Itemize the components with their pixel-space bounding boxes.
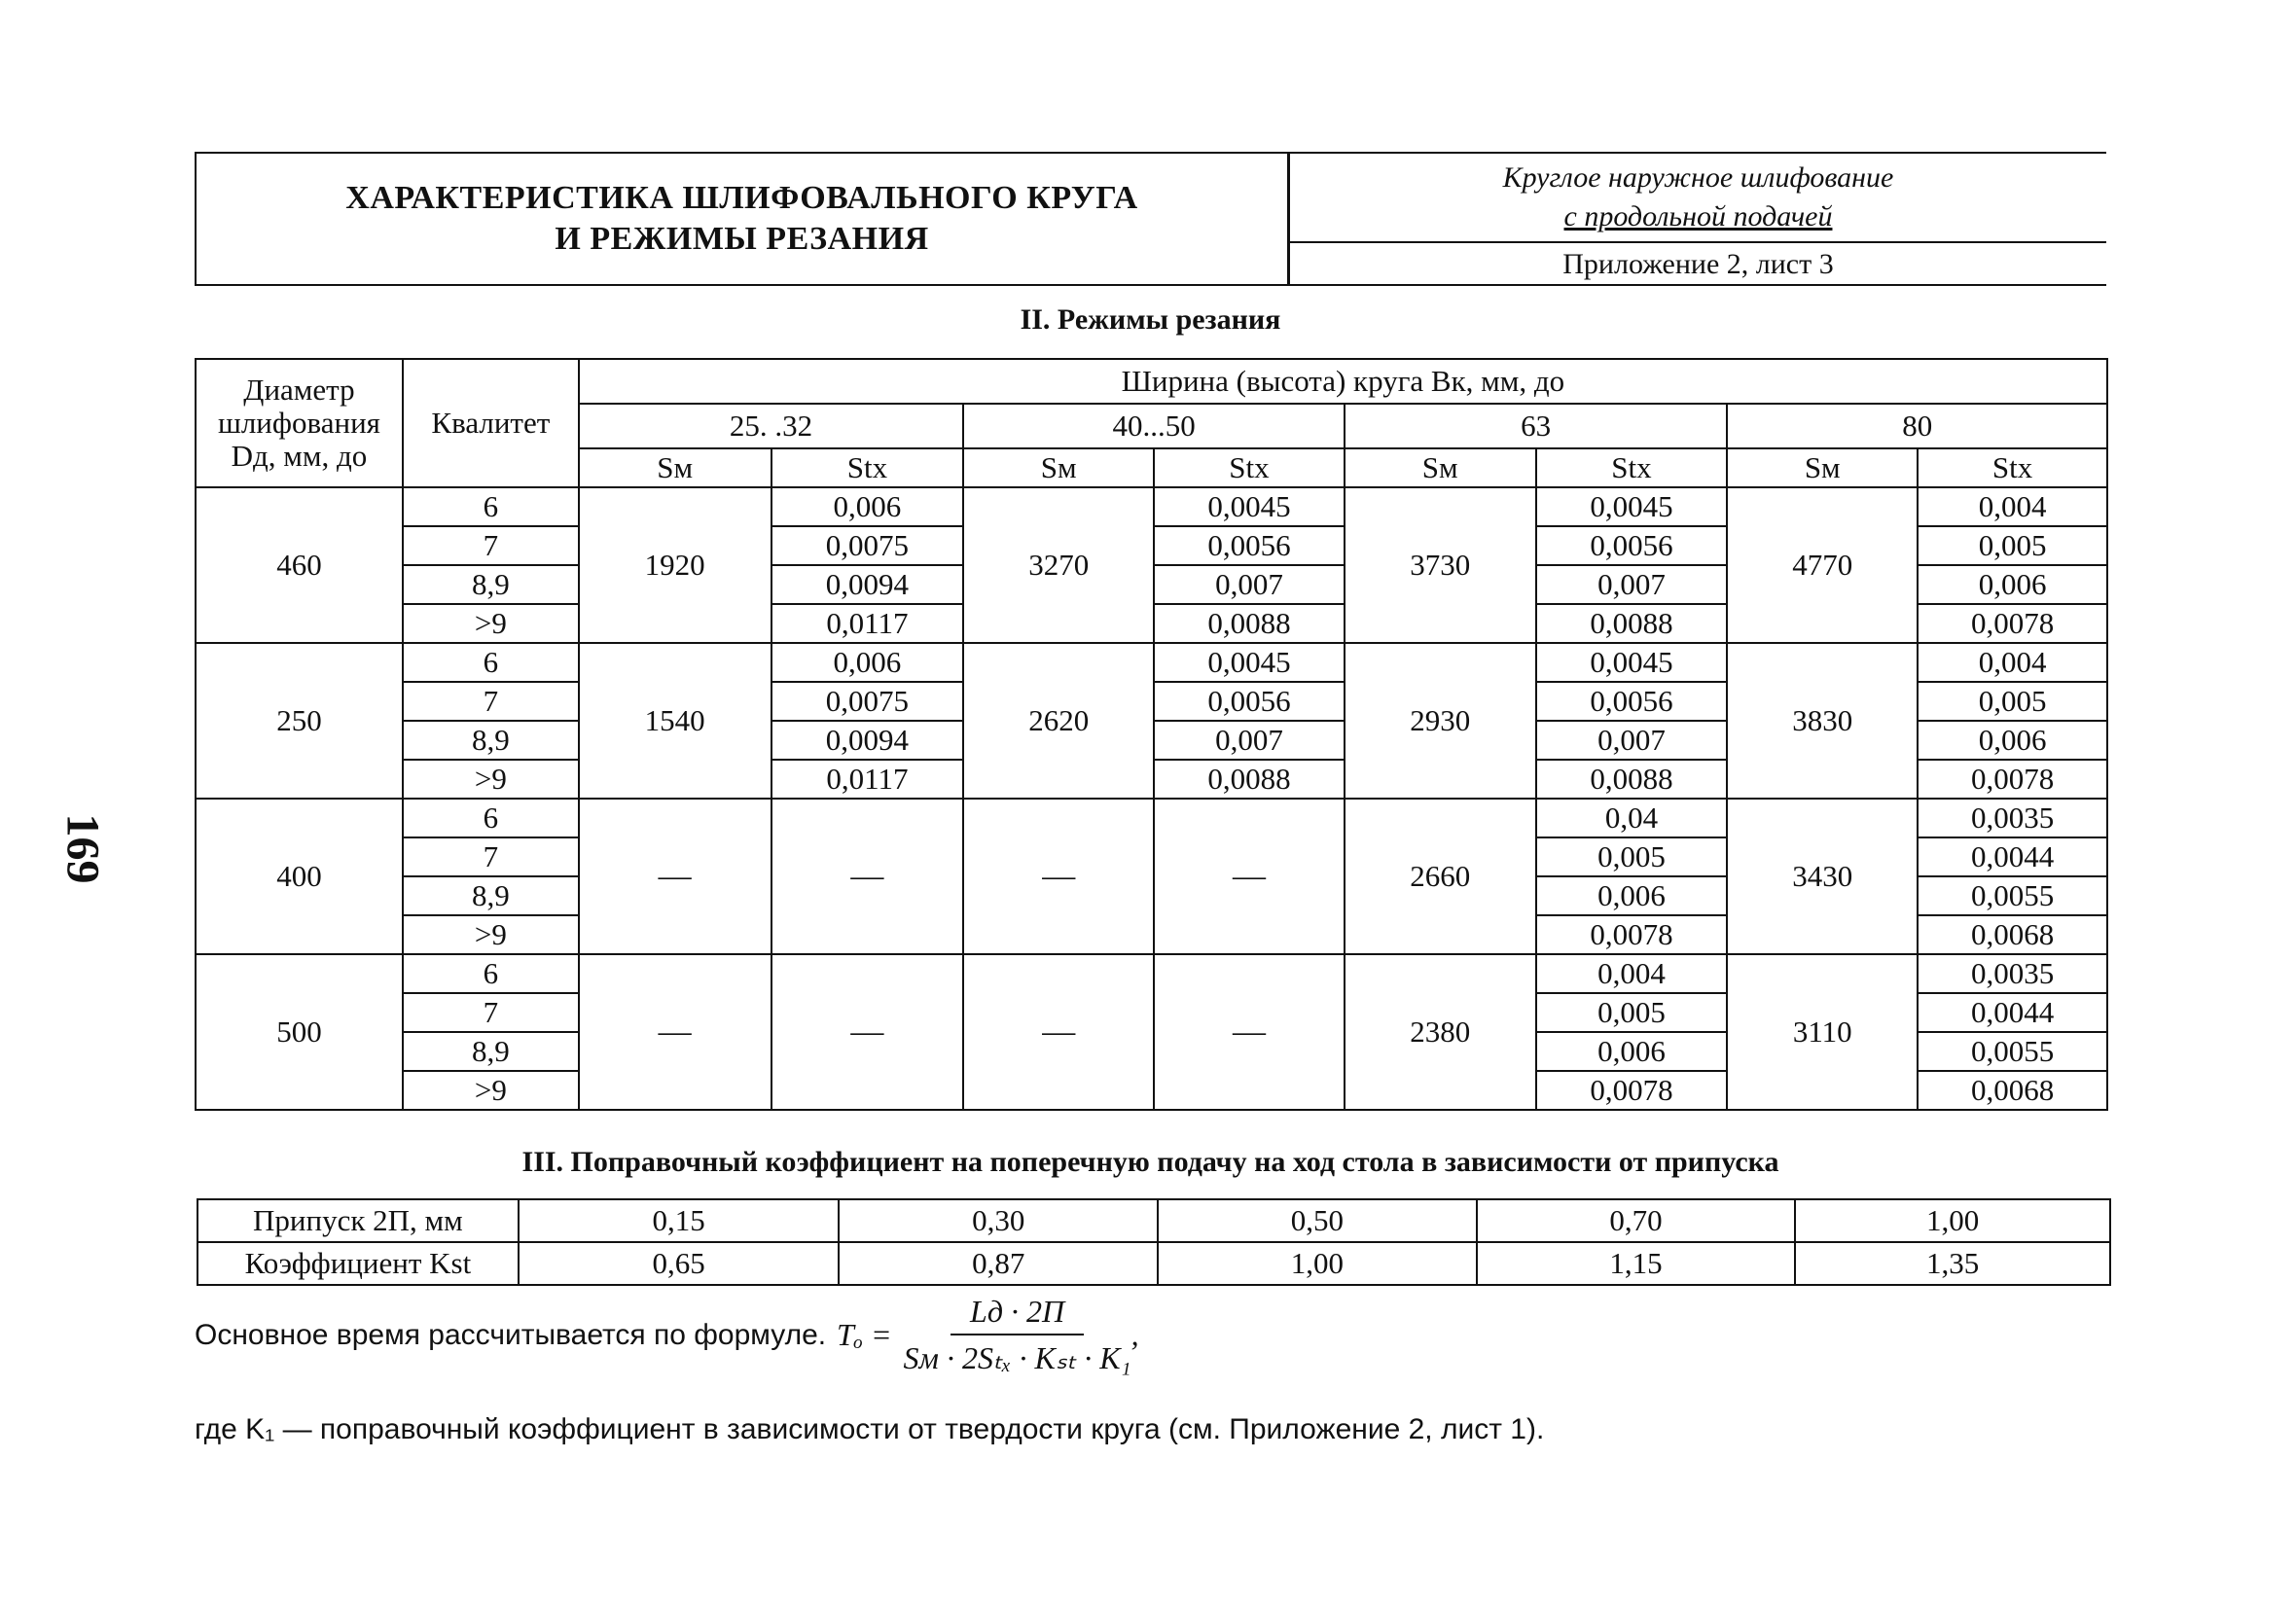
formula-lhs: Tₒ = — [837, 1317, 892, 1352]
quality-cell: >9 — [403, 760, 579, 799]
allowance-value: 1,00 — [1795, 1199, 2110, 1242]
stx-cell: 0,007 — [1536, 721, 1728, 760]
width-header: 25. .32 — [579, 404, 964, 448]
stx-cell: 0,0117 — [771, 604, 964, 643]
stx-cell: 0,006 — [1918, 721, 2107, 760]
quality-cell: 6 — [403, 954, 579, 993]
stx-cell: 0,005 — [1536, 837, 1728, 876]
allowance-row — [197, 1199, 2110, 1242]
stx-cell: 0,006 — [771, 643, 964, 682]
quality-cell: 7 — [403, 526, 579, 565]
stx-cell: 0,0078 — [1918, 760, 2107, 799]
sm-cell: 4770 — [1727, 487, 1918, 643]
diameter-cell: 400 — [196, 799, 403, 954]
coefficient-row — [197, 1242, 2110, 1285]
sm-cell: 2930 — [1345, 643, 1536, 799]
col-diameter-line2: шлифования — [217, 406, 380, 440]
table-row — [196, 954, 2107, 993]
coefficient-value: 0,87 — [839, 1242, 1158, 1285]
coefficient-label: Коэффициент Kst — [197, 1242, 519, 1285]
stx-cell: 0,0088 — [1536, 604, 1728, 643]
stx-cell: 0,0056 — [1536, 526, 1728, 565]
quality-cell: 8,9 — [403, 876, 579, 915]
stx-cell: 0,0044 — [1918, 837, 2107, 876]
quality-cell: 8,9 — [403, 565, 579, 604]
col-quality-header: Квалитет — [403, 359, 579, 487]
sm-cell: 3270 — [963, 487, 1154, 643]
header-title — [197, 154, 1290, 284]
coefficient-value: 1,15 — [1477, 1242, 1796, 1285]
stx-header: Stx — [1154, 448, 1345, 487]
stx-cell: 0,0094 — [771, 721, 964, 760]
cutting-modes-table — [195, 358, 2108, 1111]
stx-cell: 0,0044 — [1918, 993, 2107, 1032]
sm-cell: 2380 — [1345, 954, 1536, 1110]
stx-cell: 0,0078 — [1918, 604, 2107, 643]
formula — [837, 1294, 1139, 1376]
stx-cell: 0,007 — [1536, 565, 1728, 604]
stx-cell: 0,0056 — [1154, 682, 1345, 721]
sm-cell: 1920 — [579, 487, 771, 643]
quality-cell: 7 — [403, 682, 579, 721]
coefficient-value: 1,35 — [1795, 1242, 2110, 1285]
width-header: 63 — [1345, 404, 1728, 448]
stx-cell: 0,0056 — [1536, 682, 1728, 721]
stx-cell: 0,0078 — [1536, 915, 1728, 954]
quality-cell: 7 — [403, 993, 579, 1032]
coefficient-value: 0,65 — [519, 1242, 840, 1285]
stx-cell: 0,0068 — [1918, 1071, 2107, 1110]
header-right — [1290, 154, 2106, 284]
diameter-cell: 500 — [196, 954, 403, 1110]
stx-cell: 0,0056 — [1154, 526, 1345, 565]
stx-cell: 0,0045 — [1536, 487, 1728, 526]
width-header: 40...50 — [963, 404, 1345, 448]
stx-cell: 0,0068 — [1918, 915, 2107, 954]
sm-header: Sм — [579, 448, 771, 487]
sm-cell: 2660 — [1345, 799, 1536, 954]
col-width-header: Ширина (высота) круга Вк, мм, до — [579, 359, 2107, 404]
sm-cell: 1540 — [579, 643, 771, 799]
sm-cell: 3830 — [1727, 643, 1918, 799]
allowance-label: Припуск 2П, мм — [197, 1199, 519, 1242]
stx-cell: 0,04 — [1536, 799, 1728, 837]
stx-cell: 0,0075 — [771, 682, 964, 721]
header-sheet: Приложение 2, лист 3 — [1562, 248, 1834, 280]
sm-cell: 3110 — [1727, 954, 1918, 1110]
quality-cell: 8,9 — [403, 721, 579, 760]
stx-cell: 0,006 — [1536, 1032, 1728, 1071]
stx-cell: 0,004 — [1536, 954, 1728, 993]
quality-cell: 8,9 — [403, 1032, 579, 1071]
stx-cell: 0,005 — [1918, 682, 2107, 721]
stx-cell: 0,006 — [1918, 565, 2107, 604]
sm-cell: — — [963, 954, 1154, 1110]
quality-cell: 6 — [403, 487, 579, 526]
stx-cell: 0,0088 — [1154, 604, 1345, 643]
allowance-value: 0,15 — [519, 1199, 840, 1242]
stx-cell: 0,005 — [1536, 993, 1728, 1032]
sm-cell: — — [579, 954, 771, 1110]
col-diameter-line1: Диаметр — [243, 373, 355, 407]
table-row — [196, 799, 2107, 837]
col-diameter-header — [196, 359, 403, 487]
sm-cell: 2620 — [963, 643, 1154, 799]
formula-numerator: Lд · 2П — [951, 1294, 1084, 1335]
allowance-value: 0,50 — [1158, 1199, 1477, 1242]
coefficient-table — [197, 1198, 2111, 1286]
stx-cell: 0,007 — [1154, 721, 1345, 760]
quality-cell: >9 — [403, 915, 579, 954]
stx-cell: 0,004 — [1918, 643, 2107, 682]
stx-header: Stx — [1918, 448, 2107, 487]
stx-cell: 0,0117 — [771, 760, 964, 799]
sm-header: Sм — [1727, 448, 1918, 487]
stx-cell: 0,0045 — [1154, 487, 1345, 526]
stx-cell: 0,0075 — [771, 526, 964, 565]
stx-cell: 0,0078 — [1536, 1071, 1728, 1110]
stx-cell: 0,006 — [1536, 876, 1728, 915]
sm-cell: — — [963, 799, 1154, 954]
page-number: 169 — [56, 813, 109, 884]
sm-header: Sм — [1345, 448, 1536, 487]
stx-cell: — — [771, 799, 964, 954]
table-row — [196, 643, 2107, 682]
stx-cell: 0,005 — [1918, 526, 2107, 565]
coefficient-value: 1,00 — [1158, 1242, 1477, 1285]
allowance-value: 0,30 — [839, 1199, 1158, 1242]
section2-title: II. Режимы резания — [1020, 303, 1281, 336]
stx-cell: 0,0088 — [1154, 760, 1345, 799]
footnote: где K₁ — поправочный коэффициент в зависимости от твердости круга (см. Приложение 2, лист 1). — [195, 1413, 1545, 1445]
formula-line — [195, 1294, 1557, 1381]
sm-cell: 3730 — [1345, 487, 1536, 643]
table-row — [196, 487, 2107, 526]
stx-header: Stx — [771, 448, 964, 487]
allowance-value: 0,70 — [1477, 1199, 1796, 1242]
document-header — [195, 152, 2106, 286]
quality-cell: 6 — [403, 643, 579, 682]
sm-header: Sм — [963, 448, 1154, 487]
header-subtitle — [1290, 154, 2106, 243]
stx-cell: — — [1154, 799, 1345, 954]
sm-cell: 3430 — [1727, 799, 1918, 954]
quality-cell: 7 — [403, 837, 579, 876]
quality-cell: >9 — [403, 1071, 579, 1110]
stx-header: Stx — [1536, 448, 1728, 487]
stx-cell: — — [1154, 954, 1345, 1110]
stx-cell: — — [771, 954, 964, 1110]
stx-cell: 0,0045 — [1536, 643, 1728, 682]
stx-cell: 0,0035 — [1918, 954, 2107, 993]
stx-cell: 0,0045 — [1154, 643, 1345, 682]
sm-cell: — — [579, 799, 771, 954]
stx-cell: 0,0055 — [1918, 1032, 2107, 1071]
section3-title: III. Поправочный коэффициент на поперечную подачу на ход стола в зависимости от припуска — [521, 1146, 1779, 1178]
quality-cell: >9 — [403, 604, 579, 643]
header-subtitle-line2: с продольной подачей — [1563, 200, 1833, 232]
stx-cell: 0,0035 — [1918, 799, 2107, 837]
formula-fraction — [904, 1294, 1131, 1376]
width-header: 80 — [1727, 404, 2107, 448]
header-title-line1: ХАРАКТЕРИСТИКА ШЛИФОВАЛЬНОГО КРУГА — [345, 180, 1138, 216]
formula-denominator: Sм · 2Sₜₓ · Kₛₜ · K₁ — [903, 1340, 1131, 1375]
diameter-cell: 460 — [196, 487, 403, 643]
stx-cell: 0,0088 — [1536, 760, 1728, 799]
diameter-cell: 250 — [196, 643, 403, 799]
formula-suffix: , — [1130, 1317, 1139, 1352]
stx-cell: 0,0094 — [771, 565, 964, 604]
quality-cell: 6 — [403, 799, 579, 837]
stx-cell: 0,0055 — [1918, 876, 2107, 915]
header-title-line2: И РЕЖИМЫ РЕЗАНИЯ — [555, 221, 929, 257]
stx-cell: 0,007 — [1154, 565, 1345, 604]
stx-cell: 0,006 — [771, 487, 964, 526]
col-diameter-line3: Dд, мм, до — [231, 439, 368, 473]
header-subtitle-line1: Круглое наружное шлифование — [1502, 161, 1894, 194]
formula-text: Основное время рассчитывается по формуле. — [195, 1319, 827, 1351]
stx-cell: 0,004 — [1918, 487, 2107, 526]
